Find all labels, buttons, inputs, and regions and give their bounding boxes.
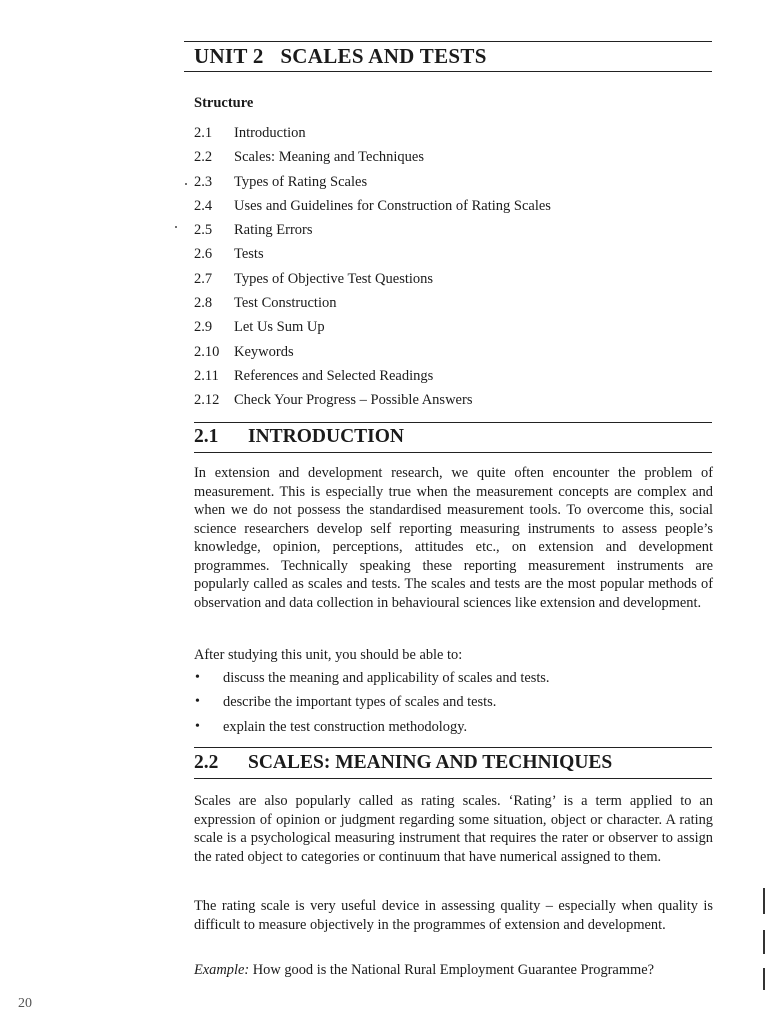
toc-item-title: Types of Rating Scales <box>234 173 368 190</box>
scan-edge-mark <box>763 930 765 954</box>
toc-item-number: 2.11 <box>194 367 219 384</box>
objective-text: discuss the meaning and applicability of scales and tests. <box>223 670 550 686</box>
toc-item-number: 2.4 <box>194 197 213 214</box>
toc-item-number: 2.12 <box>194 392 220 409</box>
toc-item <box>194 342 551 366</box>
toc-item <box>194 196 551 220</box>
section-title: SCALES: MEANING AND TECHNIQUES <box>248 752 613 773</box>
objective-text: describe the important types of scales and tests. <box>223 694 497 711</box>
toc-item-number: 2.6 <box>194 246 213 263</box>
section-heading-top-rule <box>194 422 712 423</box>
section-heading-introduction <box>194 426 404 448</box>
toc-item-title: Test Construction <box>234 295 337 312</box>
toc-item-title: Uses and Guidelines for Construction of Rating Scales <box>234 197 551 214</box>
scan-speck <box>175 226 177 228</box>
toc-item-title: Types of Objective Test Questions <box>234 270 434 287</box>
scales-paragraph: Scales are also popularly called as rating scales. ‘Rating’ is a term applied to an expression of opinion or judgment regarding some situation, object or character. A rating scale is a psychological measuring instrument that requires the rater or observer to assign the rated object to categories or continuum that have numerical assigned to them. <box>194 793 713 865</box>
example-text: How good is the National Rural Employment Guarantee Programme? <box>249 962 654 978</box>
toc-item-title: Keywords <box>234 343 294 360</box>
example-label: Example: <box>194 962 250 978</box>
objectives-list <box>194 668 713 741</box>
toc-item-number: 2.2 <box>194 149 213 166</box>
toc-item <box>194 269 551 293</box>
structure-heading: Structure <box>194 95 254 111</box>
toc-item-number: 2.3 <box>194 173 213 190</box>
toc-item <box>194 244 551 268</box>
unit-heading-top-rule <box>184 41 712 42</box>
toc-item <box>194 172 551 196</box>
bullet-icon: • <box>195 670 200 685</box>
toc-item-number: 2.9 <box>194 319 213 336</box>
toc-item-title: Rating Errors <box>234 222 313 239</box>
toc-item-number: 2.5 <box>194 222 213 239</box>
section-heading-scales <box>194 752 612 774</box>
toc-item-title: Scales: Meaning and Techniques <box>234 149 424 166</box>
toc-item-title: References and Selected Readings <box>234 367 434 384</box>
rating-scale-paragraph: The rating scale is very useful device in assessing quality – especially when quality is difficult to measure objectively in the programmes of extension and development. <box>194 898 713 933</box>
objective-text: explain the test construction methodology. <box>223 718 468 735</box>
toc-item <box>194 390 551 414</box>
toc-item-title: Tests <box>234 246 264 263</box>
unit-heading: UNIT 2 SCALES AND TESTS <box>194 44 487 68</box>
bullet-icon: • <box>195 718 200 734</box>
section-heading-bottom-rule <box>194 778 712 779</box>
toc-item <box>194 147 551 171</box>
toc-item-number: 2.10 <box>194 343 220 360</box>
toc-item-number: 2.8 <box>194 295 213 312</box>
toc-item-title: Let Us Sum Up <box>234 319 325 336</box>
objective-item <box>194 668 713 692</box>
section-heading-top-rule <box>194 747 712 748</box>
toc-item <box>194 220 551 244</box>
scan-edge-mark <box>763 888 765 914</box>
bullet-icon: • <box>195 694 200 710</box>
scan-edge-mark <box>763 968 765 990</box>
section-number: 2.2 <box>194 752 219 773</box>
toc-item-title: Introduction <box>234 125 306 141</box>
page-number: 20 <box>18 996 32 1011</box>
section-heading-bottom-rule <box>194 452 712 453</box>
example-line <box>194 961 713 980</box>
section-title: INTRODUCTION <box>248 426 405 447</box>
toc-item <box>194 317 551 341</box>
section-number: 2.1 <box>194 426 219 447</box>
unit-heading-bottom-rule <box>184 71 712 72</box>
toc-item-number: 2.7 <box>194 270 213 287</box>
scan-speck <box>185 183 187 185</box>
toc-item <box>194 293 551 317</box>
toc-item-number: 2.1 <box>194 125 213 141</box>
objective-item <box>194 692 713 716</box>
toc-item-title: Check Your Progress – Possible Answers <box>234 392 473 409</box>
objectives-intro: After studying this unit, you should be able to: <box>194 647 463 663</box>
table-of-contents <box>194 123 551 415</box>
introduction-paragraph: In extension and development research, we quite often encounter the problem of measurement. This is especially true when the measurement concepts are complex and when we do not possess the standardised measurement tools. To overcome this, social science researchers develop self reporting measuring instruments to assess people’s knowledge, opinion, perceptions, attitudes etc., on extension and development programmes. Technically speaking these reporting measurement instruments are popularly called as scales and tests. The scales and tests are the most popular methods of observation and data collection in behavioural sciences like extension and development. <box>194 465 713 611</box>
toc-item <box>194 123 551 147</box>
toc-item <box>194 366 551 390</box>
objective-item <box>194 717 713 741</box>
